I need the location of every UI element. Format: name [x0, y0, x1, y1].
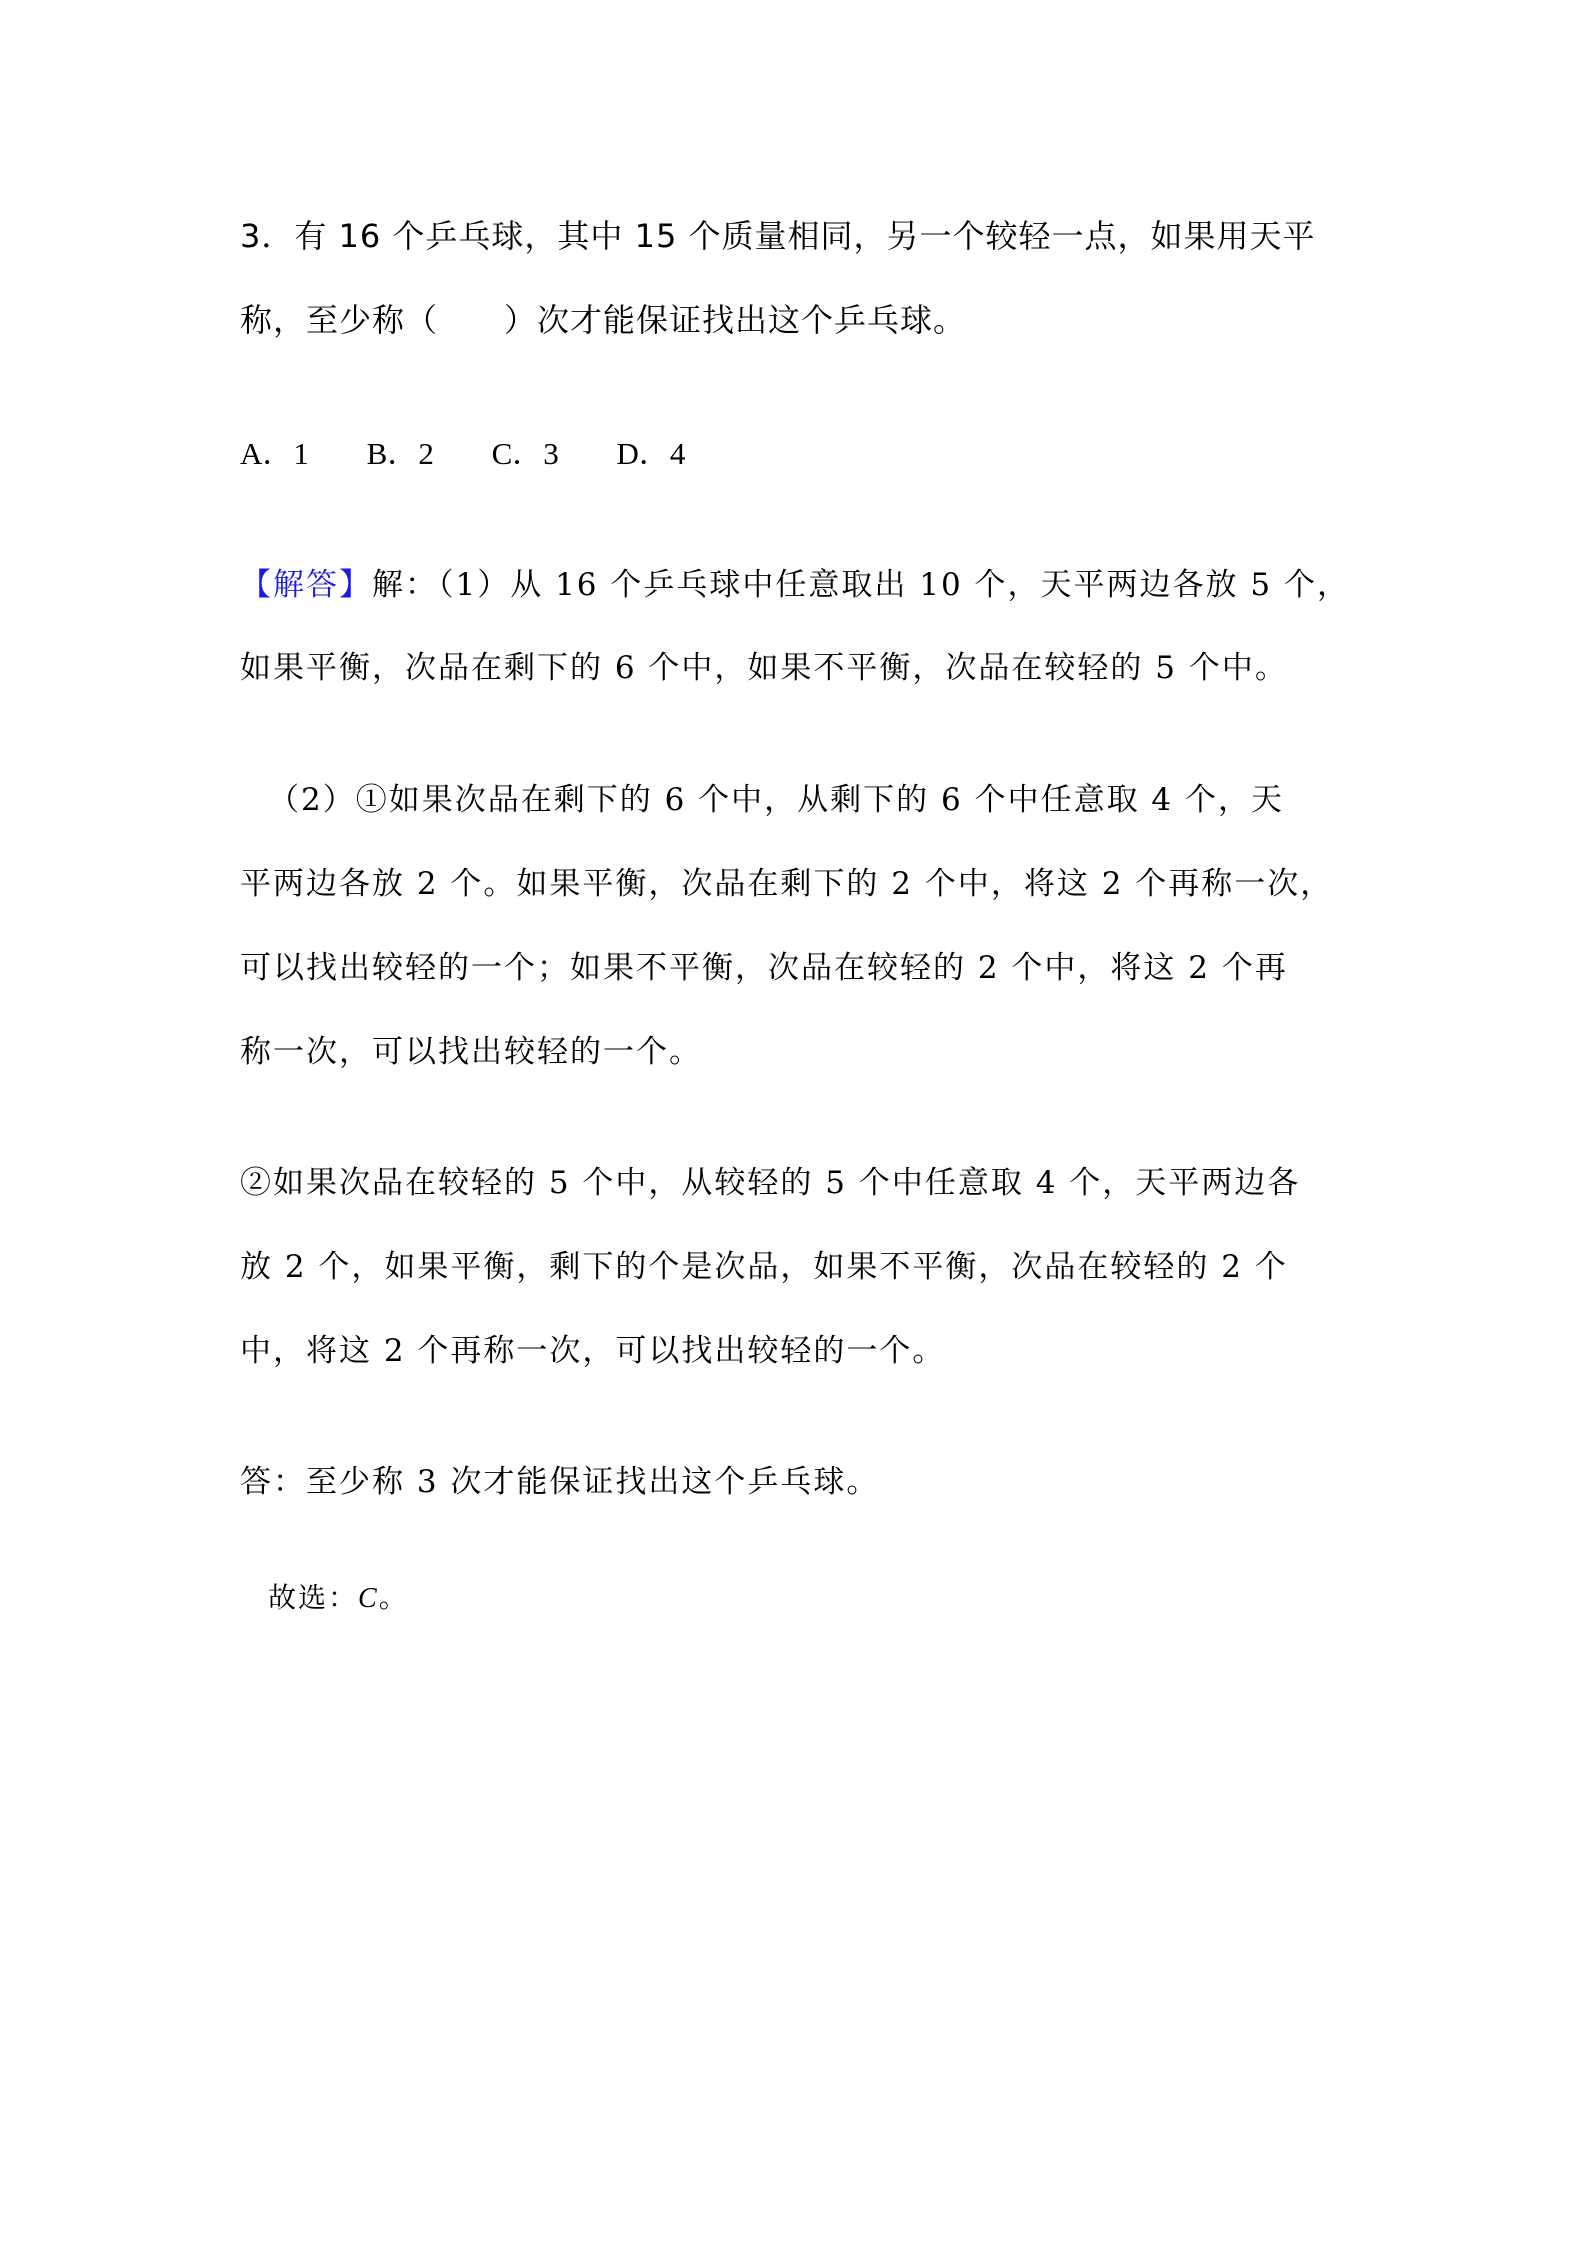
solution-p1-line-1-text: 解：（1）从 16 个乒乓球中任意取出 10 个，天平两边各放 5 个，	[372, 567, 1350, 603]
option-a: A．1	[240, 436, 309, 471]
solution-p2-line-1: （2）①如果次品在剩下的 6 个中，从剩下的 6 个中任意取 4 个，天	[268, 782, 1285, 818]
solution-p3-line-1: ②如果次品在较轻的 5 个中，从较轻的 5 个中任意取 4 个，天平两边各	[240, 1165, 1301, 1201]
option-b: B．2	[366, 436, 434, 471]
question-line-1: 3．有 16 个乒乓球，其中 15 个质量相同，另一个较轻一点，如果用天平	[240, 217, 1316, 255]
choice-letter: C	[358, 1583, 379, 1614]
solution-tag: 【解答】	[240, 567, 372, 603]
solution-p1-line-2: 如果平衡，次品在剩下的 6 个中，如果不平衡，次品在较轻的 5 个中。	[240, 650, 1288, 686]
solution-choice	[268, 1578, 409, 1619]
answer-options	[240, 434, 735, 474]
solution-answer: 答：至少称 3 次才能保证找出这个乒乓球。	[240, 1464, 880, 1500]
option-c: C．3	[491, 436, 559, 471]
solution-p1-line-1	[240, 565, 1350, 605]
choice-suffix: 。	[378, 1581, 409, 1614]
choice-prefix: 故选：	[268, 1581, 359, 1614]
question-line-2: 称，至少称（ ）次才能保证找出这个乒乓球。	[240, 301, 967, 339]
solution-p2-line-3: 可以找出较轻的一个；如果不平衡，次品在较轻的 2 个中，将这 2 个再	[240, 950, 1288, 986]
solution-p2-line-4: 称一次，可以找出较轻的一个。	[240, 1034, 702, 1070]
solution-p3-line-3: 中，将这 2 个再称一次，可以找出较轻的一个。	[240, 1333, 946, 1369]
solution-p3-line-2: 放 2 个，如果平衡，剩下的个是次品，如果不平衡，次品在较轻的 2 个	[240, 1249, 1288, 1285]
option-d: D．4	[616, 436, 686, 471]
solution-p2-line-2: 平两边各放 2 个。如果平衡，次品在剩下的 2 个中，将这 2 个再称一次，	[240, 866, 1334, 902]
